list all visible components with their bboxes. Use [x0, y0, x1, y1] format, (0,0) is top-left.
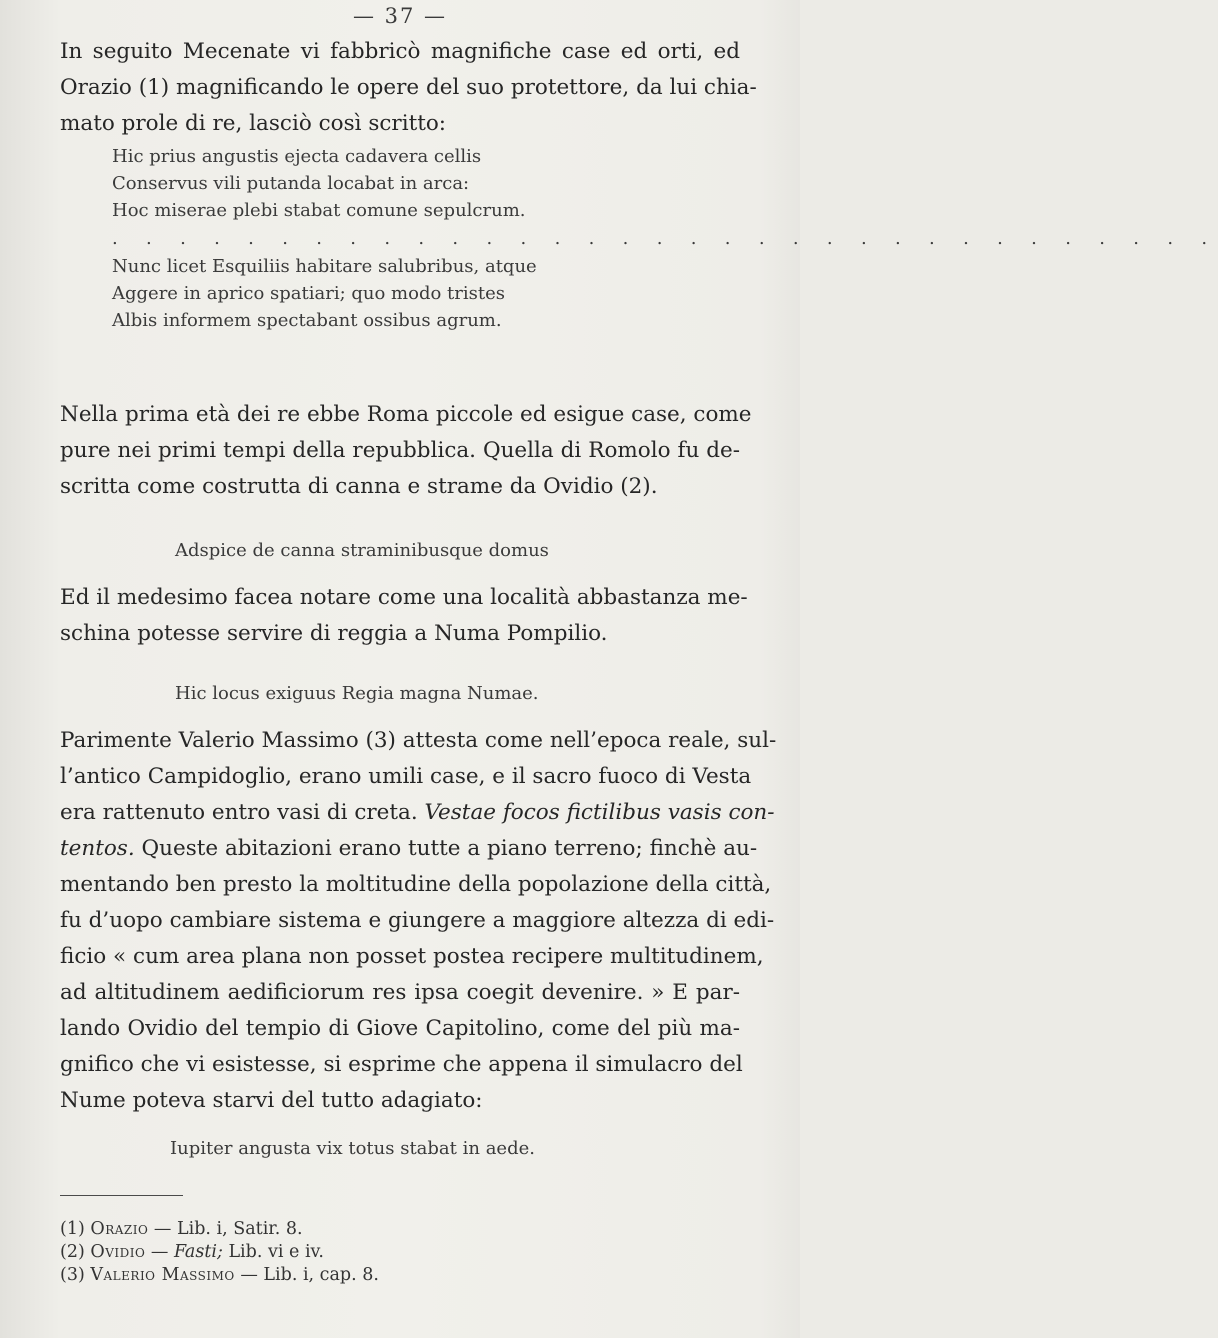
footnote-work: Fasti;: [173, 1242, 223, 1262]
footnote-2: [60, 1241, 740, 1264]
footnote-reference: Lib. i, cap. 8.: [263, 1265, 379, 1285]
paragraph-line: mato prole di re, lasciò così scritto:: [60, 111, 447, 136]
paragraph-line: lando Ovidio del tempio di Giove Capitolino, come del più ma-: [60, 1016, 740, 1041]
paragraph-line: pure nei primi tempi della repubblica. Quella di Romolo fu de-: [60, 438, 740, 463]
footnote-divider: [60, 1195, 183, 1196]
paragraph-line: scritta come costrutta di canna e strame da Ovidio (2).: [60, 474, 658, 499]
latin-quote-ovid-2: [175, 680, 795, 707]
footnote-author: Orazio: [90, 1219, 149, 1239]
footnote-reference: Lib. vi e iv.: [222, 1242, 324, 1262]
paragraph-2: [60, 397, 752, 505]
paragraph-line: In seguito Mecenate vi fabbricò magnifiche case ed orti, ed: [60, 39, 740, 64]
footnote-separator: —: [148, 1219, 177, 1239]
paragraph-line: ficio « cum area plana non posset postea recipere multitudinem,: [60, 944, 764, 969]
paragraph-line: [60, 831, 758, 867]
quote-line: Hic prius angustis ejecta cadavera cellis: [112, 146, 482, 167]
paragraph-line: Nella prima età dei re ebbe Roma piccole ed esigue case, come: [60, 402, 752, 427]
quote-line: Nunc licet Esquiliis habitare salubribus, atque: [112, 256, 537, 277]
quote-line: Adspice de canna straminibusque domus: [175, 540, 549, 561]
page-number: — 37 —: [352, 4, 448, 28]
paragraph-3: [60, 580, 748, 652]
latin-italic-phrase: tentos.: [60, 836, 135, 861]
quote-line: Aggere in aprico spatiari; quo modo tristes: [112, 283, 505, 304]
footnote-separator: —: [145, 1242, 174, 1262]
latin-quote-horace-2: [112, 253, 732, 334]
quote-line: Iupiter angusta vix totus stabat in aede.: [170, 1138, 535, 1159]
paragraph-line: Ed il medesimo facea notare come una località abbastanza me-: [60, 585, 748, 610]
footnote-1: [60, 1218, 740, 1241]
latin-quote-ovid-3: [170, 1135, 790, 1162]
paragraph-line: Nume poteva starvi del tutto adagiato:: [60, 1088, 483, 1113]
latin-italic-phrase: Vestae focos fictilibus vasis con-: [424, 800, 775, 825]
paragraph-line: l’antico Campidoglio, erano umili case, e il sacro fuoco di Vesta: [60, 764, 752, 789]
quote-line: Albis informem spectabant ossibus agrum.: [112, 310, 502, 331]
footnote-number: (1): [60, 1219, 85, 1239]
paragraph-4: [60, 723, 777, 1119]
footnote-3: [60, 1264, 740, 1287]
ellipsis-dots-line: . . . . . . . . . . . . . . . . . . . . . . . . . . . . . . . . .: [112, 228, 1218, 249]
footnote-number: (2): [60, 1242, 85, 1262]
latin-quote-ovid-1: [175, 537, 795, 564]
paragraph-line: gnifico che vi esistesse, si esprime che appena il simulacro del: [60, 1052, 743, 1077]
paragraph-line: schina potesse servire di reggia a Numa Pompilio.: [60, 621, 608, 646]
paragraph-1: [60, 34, 757, 142]
paragraph-line: fu d’uopo cambiare sistema e giungere a maggiore altezza di edi-: [60, 908, 775, 933]
footnote-number: (3): [60, 1265, 85, 1285]
quote-line: Hic locus exiguus Regia magna Numae.: [175, 683, 539, 704]
footnote-separator: —: [234, 1265, 264, 1285]
footnote-author: Ovidio: [90, 1242, 146, 1262]
paragraph-line: mentando ben presto la moltitudine della popolazione della città,: [60, 872, 772, 897]
paragraph-text: era rattenuto entro vasi di creta.: [60, 800, 418, 825]
footnotes: [60, 1218, 740, 1287]
paragraph-text: Queste abitazioni erano tutte a piano terreno; finchè au-: [141, 836, 758, 861]
paragraph-line: [60, 795, 775, 831]
quote-line: Hoc miserae plebi stabat comune sepulcrum.: [112, 200, 526, 221]
footnote-reference: Lib. i, Satir. 8.: [176, 1219, 303, 1239]
paragraph-line: Orazio (1) magnificando le opere del suo protettore, da lui chia-: [60, 75, 757, 100]
paragraph-line: Parimente Valerio Massimo (3) attesta come nell’epoca reale, sul-: [60, 728, 777, 753]
latin-quote-horace-1: [112, 143, 732, 224]
paragraph-line: ad altitudinem aedificiorum res ipsa coegit devenire. » E par-: [60, 980, 740, 1005]
footnote-author: Valerio Massimo: [90, 1265, 235, 1285]
quote-line: Conservus vili putanda locabat in arca:: [112, 173, 470, 194]
